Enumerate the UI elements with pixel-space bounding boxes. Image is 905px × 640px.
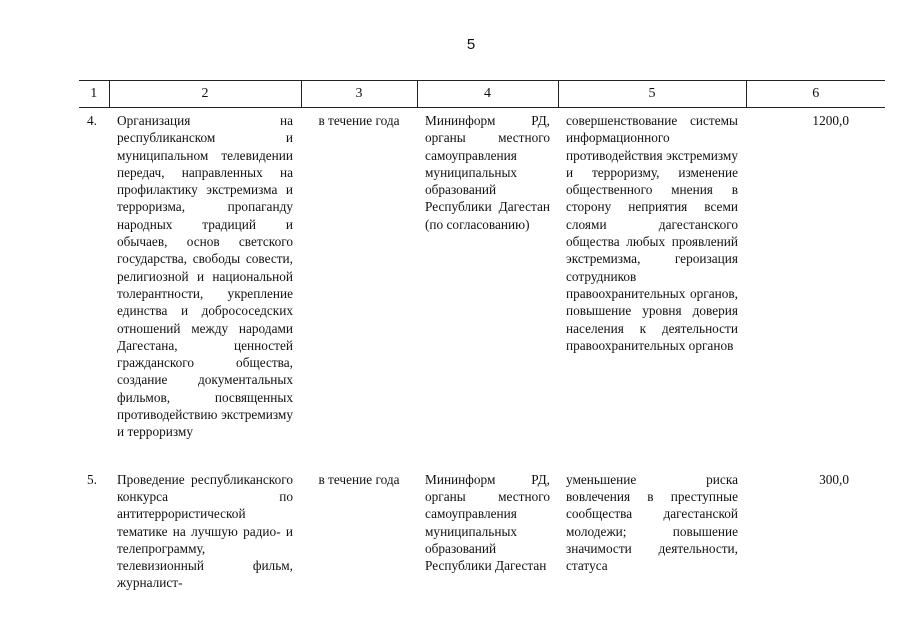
result-cell: совершенствование системы информационного противодействия экстремизму и терроризму, изменение общественного мнения в сторону неприятия всеми слоями дагестанского общества любых проявлений экстремизма, героизация сотрудников правоохранительных органов, повышение уровня доверия населения к деятельности правоохранительных органов	[566, 113, 738, 353]
amount-cell: 300,0	[819, 471, 849, 487]
table-row	[79, 108, 885, 467]
column-header-term: 3	[301, 81, 417, 108]
column-header-result: 5	[558, 81, 746, 108]
table-header-row	[79, 81, 885, 108]
column-header-number: 1	[79, 81, 109, 108]
amount-cell: 1200,0	[812, 113, 849, 128]
result-cell: уменьшение риска вовлечения в преступные сообщества дагестанской молодежи; повышение значимости деятельности, статуса	[566, 471, 738, 574]
term-cell: в течение года	[318, 113, 400, 128]
activity-cell: Проведение республиканского конкурса по антитеррористической тематике на лучшую радио- и телепрограмму, телевизионный фильм, журналист-	[117, 471, 293, 591]
executors-cell: Мининформ РД, органы местного самоуправления муниципальных образований Республики Дагестан	[425, 471, 550, 574]
column-header-activity: 2	[109, 81, 301, 108]
row-number: 4.	[87, 113, 97, 128]
page-number: 5	[466, 36, 476, 53]
column-header-executors: 4	[417, 81, 558, 108]
measures-table	[79, 80, 885, 592]
executors-cell: Мининформ РД, органы местного самоуправления муниципальных образований Республики Дагестан (по согласованию)	[425, 113, 550, 232]
term-cell: в течение года	[318, 471, 400, 487]
column-header-amount: 6	[746, 81, 885, 108]
row-number: 5.	[87, 471, 97, 487]
table-row	[79, 467, 885, 592]
activity-cell: Организация на республиканском и муниципальном телевидении передач, направленных на профилактику экстремизма и терроризма, пропаганду народных традиций и обычаев, основ светского государства, свободы совести, религиозной и национальной толерантности, укрепление единства и добрососедских отношений между народами Дагестана, ценностей гражданского общества, создание документальных фильмов, посвященных противодействию экстремизму и терроризму	[117, 113, 293, 440]
